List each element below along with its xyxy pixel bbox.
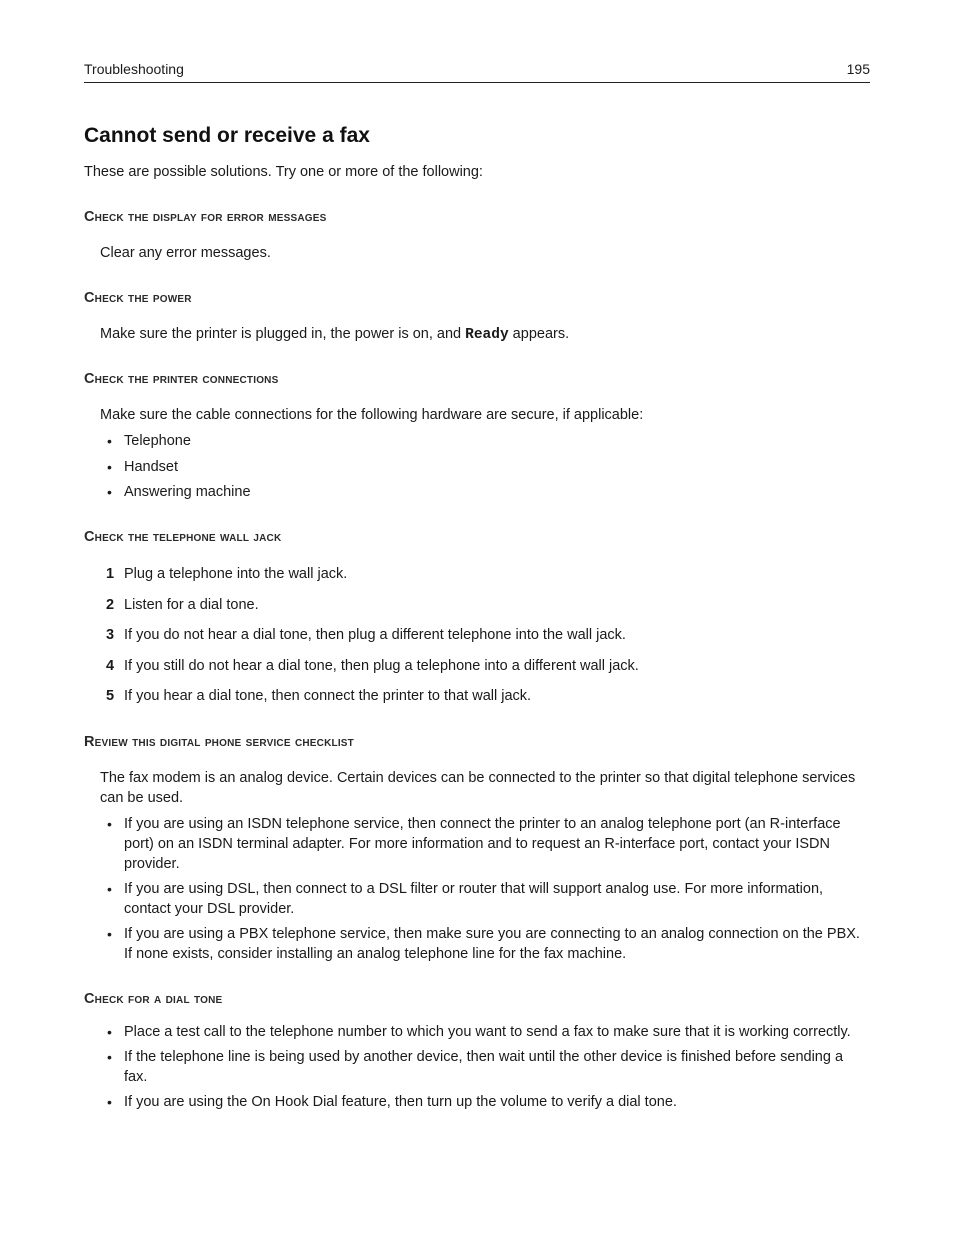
heading-check-dial-tone: Check for a dial tone — [84, 991, 223, 1007]
step-number: 2 — [106, 596, 115, 613]
bullet-icon: • — [107, 458, 112, 475]
digital-checklist-list — [100, 814, 870, 964]
ready-status-code: Ready — [465, 327, 509, 343]
intro-text: These are possible solutions. Try one or more of the following: — [84, 164, 483, 180]
list-item-text: If you are using the On Hook Dial feature, then turn up the volume to verify a dial tone. — [124, 1094, 677, 1110]
running-header — [84, 60, 870, 83]
list-item — [100, 457, 870, 477]
power-text — [100, 324, 870, 345]
wall-jack-steps — [100, 564, 870, 706]
list-item-text: Handset — [124, 458, 179, 475]
list-item-text: If you are using a PBX telephone service, then make sure you are connecting to an analog connection on the PBX. If none exists, consider installing an analog telephone line for the fax machine. — [124, 926, 860, 962]
list-item-text: Telephone — [124, 433, 191, 449]
list-item-text: Answering machine — [124, 484, 251, 500]
bullet-icon: • — [107, 1024, 112, 1040]
list-item-text: If you are using an ISDN telephone service, then connect the printer to an analog telephone port (an R-interface port) on an ISDN terminal adapter. For more information and to request an R-interface port, contact your ISDN provider. — [124, 816, 841, 872]
step-number: 5 — [106, 688, 115, 704]
page-number: 195 — [846, 61, 870, 77]
error-messages-text: Clear any error messages. — [100, 245, 271, 261]
heading-digital-phone-checklist: Review this digital phone service checklist — [84, 734, 354, 750]
heading-power: Check the power — [84, 290, 192, 306]
dial-tone-list — [100, 1022, 870, 1112]
step-number: 1 — [106, 566, 115, 582]
step-text: Listen for a dial tone. — [124, 596, 259, 613]
bullet-icon: • — [107, 484, 112, 500]
power-text-after: appears. — [508, 326, 570, 342]
step-item — [100, 625, 870, 645]
bullet-icon: • — [107, 881, 112, 897]
bullet-icon: • — [107, 433, 112, 449]
step-text: Plug a telephone into the wall jack. — [124, 566, 348, 582]
header-section-title: Troubleshooting — [84, 61, 184, 77]
step-item — [100, 564, 870, 584]
power-text-before: Make sure the printer is plugged in, the power is on, and — [100, 326, 466, 342]
list-item — [100, 1092, 870, 1112]
step-text: If you still do not hear a dial tone, then plug a telephone into a different wall jack. — [124, 657, 639, 674]
list-item — [100, 814, 870, 874]
step-text: If you do not hear a dial tone, then plug a different telephone into the wall jack. — [124, 627, 626, 643]
list-item-text: If the telephone line is being used by another device, then wait until the other device is finished before sending a fax. — [124, 1049, 844, 1085]
list-item — [100, 879, 870, 919]
list-item — [100, 1047, 870, 1087]
bullet-icon: • — [107, 816, 112, 832]
step-item — [100, 595, 870, 615]
bullet-icon: • — [107, 1094, 112, 1110]
list-item-text: If you are using DSL, then connect to a DSL filter or router that will support analog use. For more information, contact your DSL provider. — [124, 881, 824, 917]
connections-list — [100, 431, 870, 502]
digital-checklist-text: The fax modem is an analog device. Certain devices can be connected to the printer so that digital telephone services can be used. — [100, 770, 856, 806]
step-number: 3 — [106, 627, 115, 643]
step-item — [100, 656, 870, 676]
bullet-icon: • — [107, 926, 112, 942]
list-item — [100, 431, 870, 451]
list-item — [100, 482, 870, 502]
connections-text: Make sure the cable connections for the following hardware are secure, if applicable: — [100, 407, 644, 423]
heading-telephone-wall-jack: Check the telephone wall jack — [84, 529, 282, 545]
list-item — [100, 1022, 870, 1042]
step-number: 4 — [106, 657, 115, 674]
heading-printer-connections: Check the printer connections — [84, 371, 279, 387]
step-item — [100, 686, 870, 706]
page-title: Cannot send or receive a fax — [84, 124, 370, 147]
bullet-icon: • — [107, 1049, 112, 1065]
list-item — [100, 924, 870, 964]
heading-error-messages: Check the display for error messages — [84, 209, 327, 225]
list-item-text: Place a test call to the telephone number to which you want to send a fax to make sure that it is working correctly. — [124, 1024, 851, 1040]
step-text: If you hear a dial tone, then connect the printer to that wall jack. — [124, 688, 532, 704]
